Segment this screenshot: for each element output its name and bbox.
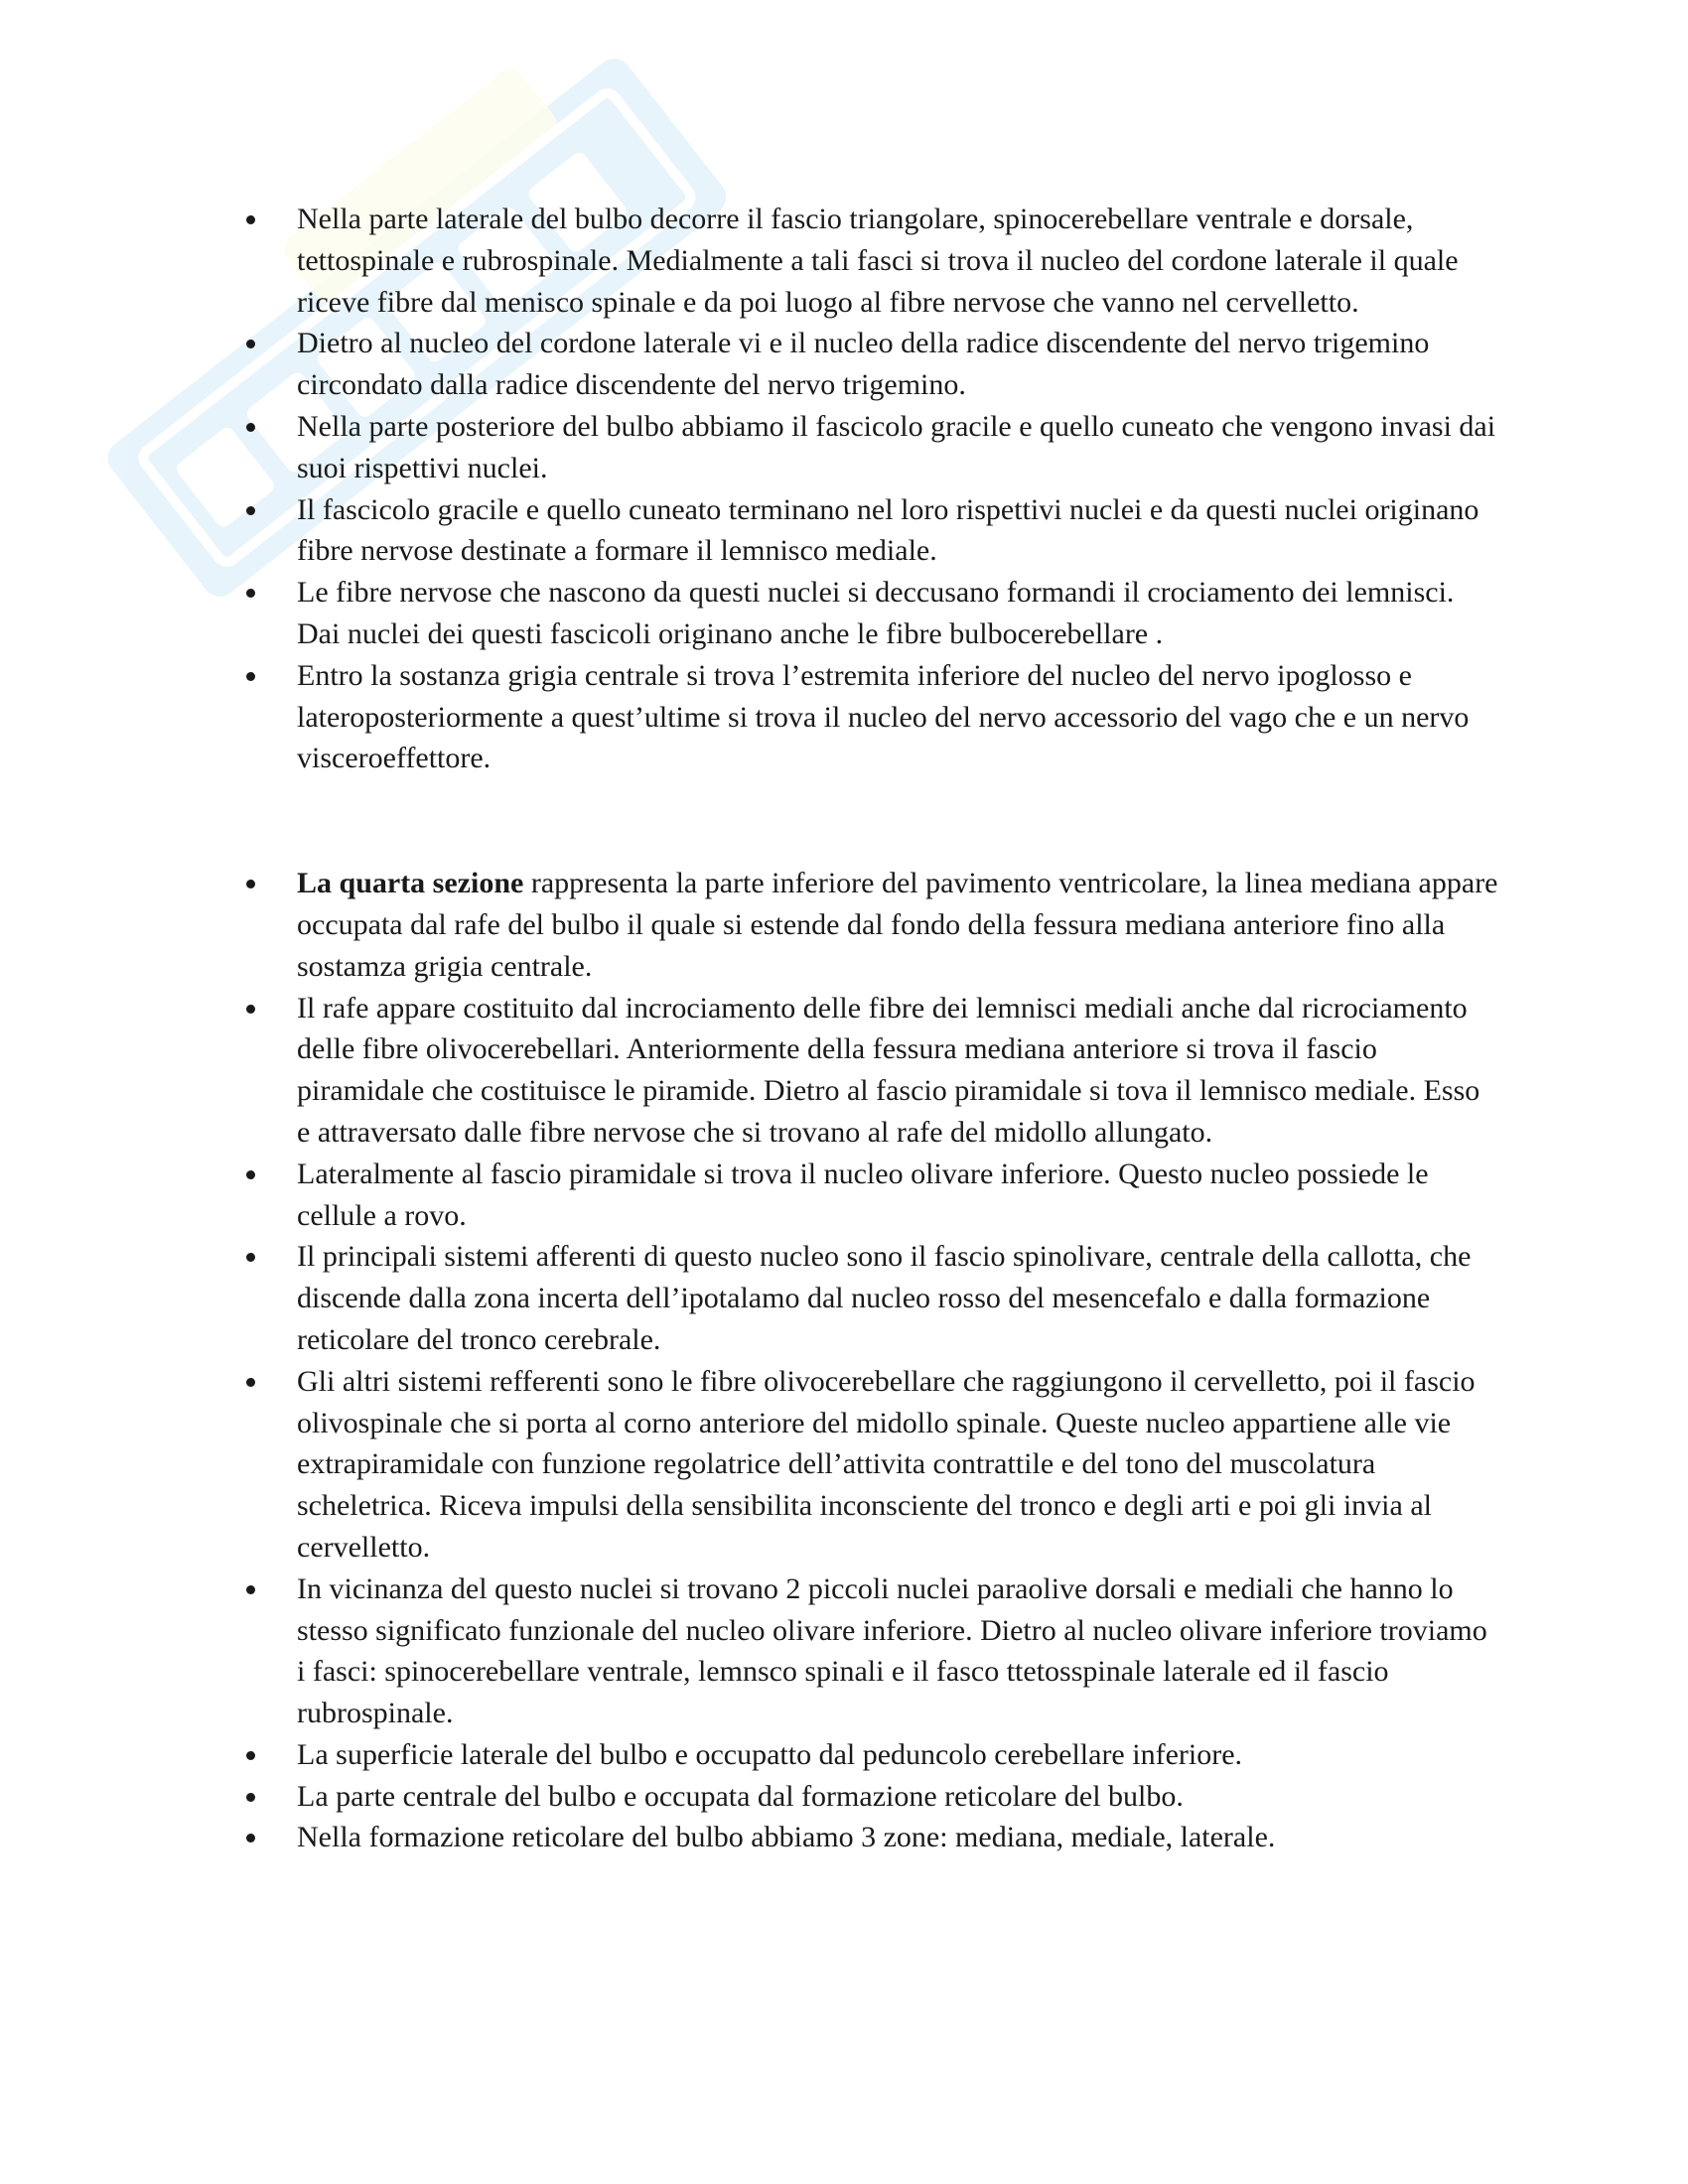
list-item-text: Il rafe appare costituito dal incrociamento delle fibre dei lemnisci mediali anche dal ricrociamento delle fibre olivocerebellari. Anteriormente della fessura mediana anteriore si trova il fascio piramidale che costituisce le piramide. Dietro al fascio piramidale si tova il lemnisco mediale. Esso e attraversato dalle fibre nervose che si trovano al rafe del midollo allungato. bbox=[297, 991, 1480, 1149]
list-item bbox=[243, 323, 1499, 406]
bullet-icon bbox=[246, 1170, 255, 1179]
list-item bbox=[243, 199, 1499, 323]
list-item bbox=[243, 655, 1499, 779]
list-item-text: Il fascicolo gracile e quello cuneato terminano nel loro rispettivi nuclei e da questi nuclei originano fibre nervose destinate a formare il lemnisco mediale. bbox=[297, 492, 1479, 568]
bullet-icon bbox=[246, 1005, 255, 1014]
bullet-icon bbox=[246, 1793, 255, 1802]
bullet-icon bbox=[246, 589, 255, 598]
list-item-text: rappresenta la parte inferiore del pavimento ventricolare, la linea mediana appare occupata dal rafe del bulbo il quale si estende dal fondo della fessura mediana anteriore fino alla sostamza grigia centrale. bbox=[297, 867, 1498, 983]
list-item bbox=[243, 1154, 1499, 1237]
list-item bbox=[243, 863, 1499, 987]
bullet-icon bbox=[246, 1834, 255, 1843]
document-page bbox=[243, 199, 1499, 1858]
bullet-icon bbox=[246, 1751, 255, 1760]
list-item bbox=[243, 1569, 1499, 1734]
list-item-text: Le fibre nervose che nascono da questi nuclei si deccusano formandi il crociamento dei lemnisci. Dai nuclei dei questi fascicoli originano anche le fibre bulbocerebellare . bbox=[297, 576, 1455, 650]
list-item bbox=[243, 1817, 1499, 1858]
bullet-icon bbox=[246, 215, 255, 224]
list-item-text: Nella parte posteriore del bulbo abbiamo il fascicolo gracile e quello cuneato che vengono invasi dai suoi rispettivi nuclei. bbox=[297, 409, 1496, 484]
list-item-text: Nella formazione reticolare del bulbo abbiamo 3 zone: mediana, mediale, laterale. bbox=[297, 1821, 1276, 1854]
list-item-text: Dietro al nucleo del cordone laterale vi e il nucleo della radice discendente del nervo trigemino circondato dalla radice discendente del nervo trigemino. bbox=[297, 327, 1430, 402]
section-heading-lead: La quarta sezione bbox=[297, 867, 524, 900]
list-item-text: Entro la sostanza grigia centrale si trova l’estremita inferiore del nucleo del nervo ipoglosso e lateroposteriormente a quest’ultime si trova il nucleo del nervo accessorio del vago che e un nervo visceroeffettore. bbox=[297, 658, 1470, 775]
list-item bbox=[243, 572, 1499, 655]
bullet-list-section-2 bbox=[243, 863, 1499, 1858]
bullet-icon bbox=[246, 423, 255, 432]
bullet-icon bbox=[246, 1585, 255, 1594]
list-item bbox=[243, 1236, 1499, 1360]
bullet-icon bbox=[246, 672, 255, 681]
list-item-text: Nella parte laterale del bulbo decorre il fascio triangolare, spinocerebellare ventrale e dorsale, tettospinale e rubrospinale. Medialmente a tali fasci si trova il nucleo del cordone laterale il quale riceve fibre dal menisco spinale e da poi luogo al fibre nervose che vanno nel cervelletto. bbox=[297, 203, 1459, 319]
bullet-list-section-1 bbox=[243, 199, 1499, 779]
list-item-text: Lateralmente al fascio piramidale si trova il nucleo olivare inferiore. Questo nucleo possiede le cellule a rovo. bbox=[297, 1157, 1429, 1232]
list-item bbox=[243, 988, 1499, 1154]
list-item-text: La parte centrale del bulbo e occupata dal formazione reticolare del bulbo. bbox=[297, 1779, 1184, 1813]
bullet-icon bbox=[246, 340, 255, 348]
bullet-icon bbox=[246, 1253, 255, 1262]
bullet-icon bbox=[246, 1378, 255, 1387]
list-item-text: La superficie laterale del bulbo e occupatto dal peduncolo cerebellare inferiore. bbox=[297, 1737, 1243, 1771]
list-item bbox=[243, 1776, 1499, 1818]
list-item-text: Il principali sistemi afferenti di questo nucleo sono il fascio spinolivare, centrale della callotta, che discende dalla zona incerta dell’ipotalamo dal nucleo rosso del mesencefalo e dalla formazione reticolare del tronco cerebrale. bbox=[297, 1240, 1472, 1356]
list-item bbox=[243, 1361, 1499, 1569]
list-item bbox=[243, 489, 1499, 573]
list-item bbox=[243, 406, 1499, 489]
bullet-icon bbox=[246, 880, 255, 888]
list-item bbox=[243, 1734, 1499, 1776]
list-item-text: In vicinanza del questo nuclei si trovano 2 piccoli nuclei paraolive dorsali e mediali che hanno lo stesso significato funzionale del nucleo olivare inferiore. Dietro al nucleo olivare inferiore troviamo i fasci: spinocerebellare ventrale, lemnsco spinali e il fasco ttetosspinale laterale ed il fascio rubrospinale. bbox=[297, 1571, 1487, 1730]
bullet-icon bbox=[246, 506, 255, 515]
section-divider-space bbox=[243, 779, 1499, 863]
list-item-text: Gli altri sistemi refferenti sono le fibre olivocerebellare che raggiungono il cervelletto, poi il fascio olivospinale che si porta al corno anteriore del midollo spinale. Queste nucleo appartiene alle vie extrapiramidale con funzione regolatrice dell’attivita contrattile e del tono del muscolatura scheletrica. Riceva impulsi della sensibilita inconsciente del tronco e degli arti e poi gli invia al cervelletto. bbox=[297, 1364, 1476, 1564]
